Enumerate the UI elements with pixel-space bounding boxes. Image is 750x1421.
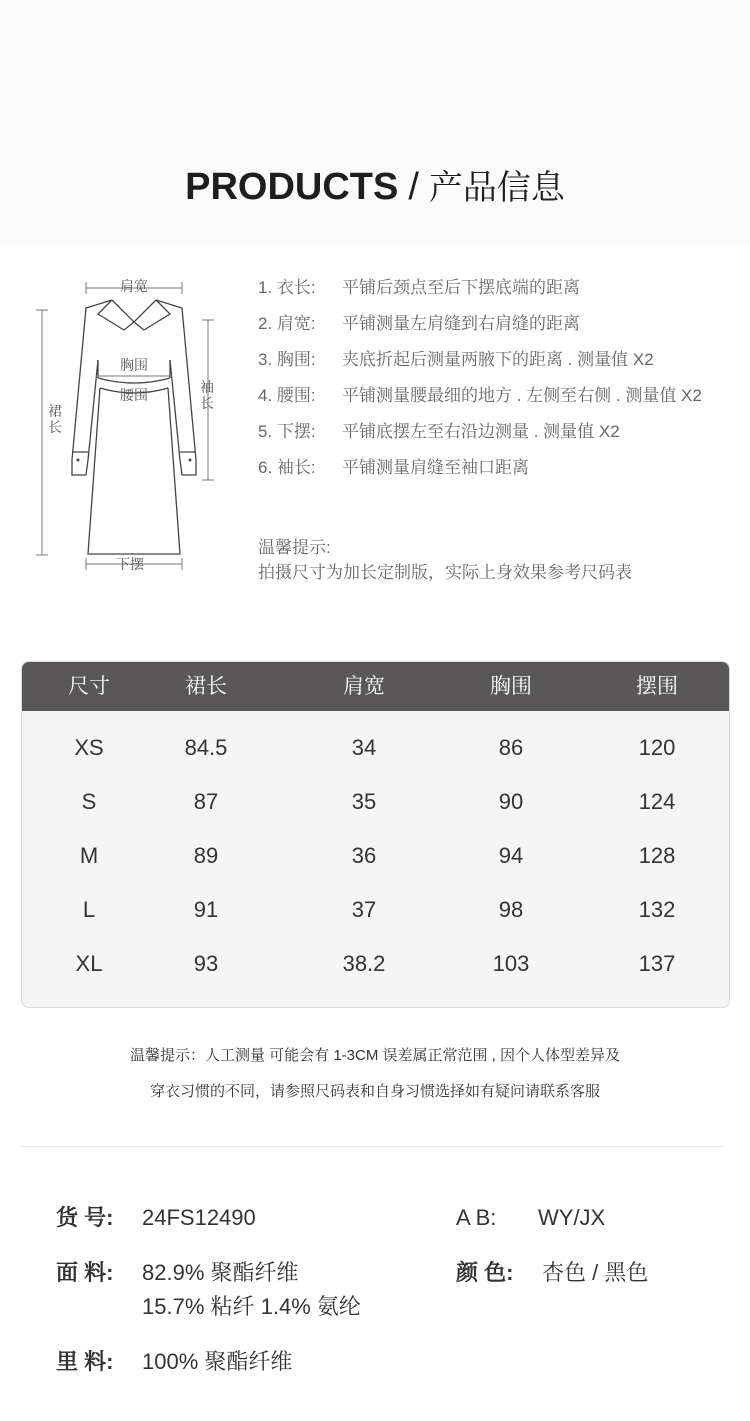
- measure-row: 3. 胸围: 夹底折起后测量两腋下的距离 . 测量值 X2: [258, 350, 654, 369]
- length-label-top: 裙: [48, 404, 62, 420]
- table-row: XS 84.5 34 86 120: [74, 735, 676, 760]
- table-row: M 89 36 94 128: [79, 843, 676, 868]
- lining-value: 100% 聚酯纤维: [142, 1349, 293, 1374]
- header-hem: 摆围: [636, 675, 678, 698]
- sleeve-label-top: 袖: [200, 380, 214, 396]
- table-row: XL 93 38.2 103 137: [75, 951, 676, 976]
- header-shoulder: 肩宽: [343, 675, 385, 698]
- tip-text: 拍摄尺寸为加长定制版，实际上身效果参考尺码表: [258, 563, 632, 582]
- lining-info: [56, 1345, 292, 1379]
- hem-label: 下摆: [116, 557, 144, 573]
- chest-label: 胸围: [120, 358, 148, 374]
- table-row: S 87 35 90 124: [81, 789, 676, 814]
- color-value: 杏色 / 黑色: [542, 1260, 649, 1285]
- item-number: [56, 1201, 256, 1235]
- measurement-guide: [258, 275, 738, 491]
- page-title: [0, 160, 750, 209]
- tip-title: 温馨提示:: [258, 538, 331, 557]
- header-length: 裙长: [185, 675, 227, 698]
- size-table: [21, 661, 730, 1008]
- table-body: [22, 711, 729, 991]
- tip2-line1: 温馨提示：人工测量 可能会有 1-3CM 误差属正常范围 , 因个人体型差异及: [129, 1047, 620, 1064]
- measure-row: 6. 袖长: 平铺测量肩缝至袖口距离: [258, 458, 529, 477]
- dress-diagram: [28, 270, 228, 580]
- length-label-bottom: 长: [48, 420, 62, 436]
- fabric-key: 面 料:: [56, 1260, 114, 1285]
- fabric-line2: 15.7% 粘纤 1.4% 氨纶: [142, 1294, 361, 1319]
- fabric-info: [56, 1256, 361, 1324]
- item-number-key: 货 号:: [56, 1205, 114, 1230]
- title-en: PRODUCTS: [185, 166, 399, 208]
- dress-outline: [72, 300, 196, 554]
- sleeve-label-bottom: 长: [200, 396, 214, 412]
- header-chest: 胸围: [490, 675, 532, 698]
- measure-row: 5. 下摆: 平铺底摆左至右沿边测量 . 测量值 X2: [258, 422, 620, 441]
- ab-key: A B:: [456, 1205, 497, 1230]
- color-info: [456, 1256, 648, 1290]
- fabric-line1: 82.9% 聚酯纤维: [142, 1260, 299, 1285]
- lining-key: 里 料:: [56, 1349, 114, 1374]
- ab-value: WY/JX: [538, 1205, 606, 1230]
- tip2-line2: 穿衣习惯的不同，请参照尺码表和自身习惯选择如有疑问请联系客服: [149, 1083, 600, 1100]
- item-number-value: 24FS12490: [142, 1205, 256, 1230]
- photo-size-tip: [258, 535, 632, 585]
- waist-label: 腰围: [120, 388, 148, 404]
- shoulder-label: 肩宽: [120, 279, 148, 295]
- table-row: L 91 37 98 132: [82, 897, 676, 922]
- table-header: [22, 662, 729, 711]
- title-separator: /: [408, 166, 419, 208]
- measure-row: 2. 肩宽: 平铺测量左肩缝到右肩缝的距离: [258, 314, 580, 333]
- title-cn: 产品信息: [428, 169, 565, 207]
- ab-info: [456, 1201, 605, 1235]
- measure-row: 4. 腰围: 平铺测量腰最细的地方 . 左侧至右侧 . 测量值 X2: [258, 386, 702, 405]
- measurement-error-tip: [0, 1038, 750, 1110]
- header-size: 尺寸: [68, 675, 110, 698]
- measure-row: 1. 衣长: 平铺后颈点至后下摆底端的距离: [258, 278, 580, 297]
- section-divider: [21, 1146, 723, 1147]
- color-key: 颜 色:: [456, 1260, 514, 1285]
